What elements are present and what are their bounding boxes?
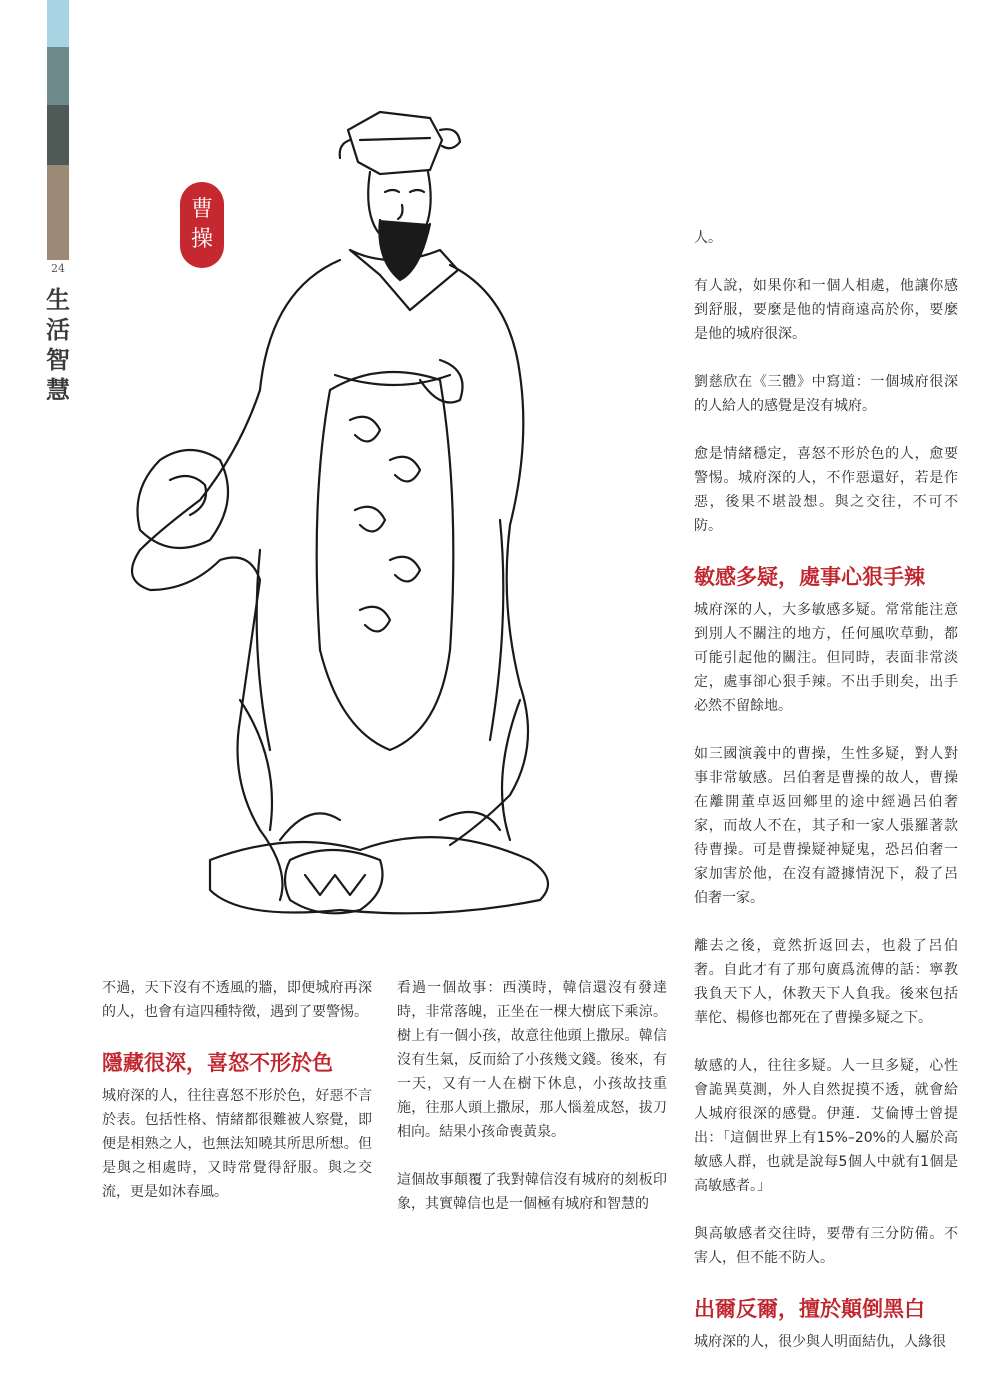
paragraph: 城府深的人，大多敏感多疑。常常能注意到別人不關注的地方，任何風吹草動，都可能引起他的關注。但同時，表面非常淡定，處事卻心狠手辣。不出手則矣，出手必然不留餘地。 [694,602,958,714]
text-column-2 [397,976,667,1240]
paragraph: 與高敏感者交往時，要帶有三分防備。不害人，但不能不防人。 [694,1226,958,1266]
band-teal [47,47,69,105]
page-number: 24 [51,262,65,275]
paragraph: 愈是情緒穩定，喜怒不形於色的人，愈要警惕。城府深的人，不作惡還好，若是作惡，後果不堪設想。與之交往，不可不防。 [694,446,958,534]
band-dark [47,105,69,165]
paragraph: 不過，天下沒有不透風的牆，即便城府再深的人，也會有這四種特徵，遇到了要警惕。 [102,980,372,1020]
paragraph: 人。 [694,230,722,246]
text-column-1 [102,976,372,1228]
band-brown [47,165,69,260]
paragraph: 劉慈欣在《三體》中寫道：一個城府很深的人給人的感覺是沒有城府。 [694,374,958,414]
subheading: 敏感多疑，處事心狠手辣 [694,564,925,589]
band-light-blue [47,0,69,47]
subheading: 隱藏很深，喜怒不形於色 [102,1050,333,1075]
subheading: 出爾反爾，擅於顛倒黑白 [694,1296,925,1321]
paragraph: 有人說，如果你和一個人相處，他讓你感到舒服，要麼是他的情商遠高於你，要麼是他的城府很深。 [694,278,958,342]
paragraph: 這個故事顛覆了我對韓信沒有城府的刻板印象，其實韓信也是一個極有城府和智慧的 [397,1172,667,1212]
paragraph: 離去之後，竟然折返回去，也殺了呂伯奢。自此才有了那句廣爲流傳的話：寧教我負天下人，休教天下人負我。後來包括華佗、楊修也都死在了曹操多疑之下。 [694,938,958,1026]
paragraph: 看過一個故事：西漢時，韓信還沒有發達時，非常落魄，正坐在一棵大樹底下乘涼。樹上有一個小孩，故意往他頭上撒尿。韓信沒有生氣，反而給了小孩幾文錢。後來，有一天，又有一人在樹下休息，小孩故技重施，往那人頭上撒尿，那人惱羞成怒，拔刀相向。結果小孩命喪黃泉。 [397,980,667,1140]
paragraph: 城府深的人，往往喜怒不形於色，好惡不言於表。包括性格、情緒都很難被人察覺，即便是相熟之人，也無法知曉其所思所想。但是與之相處時，又時常覺得舒服。與之交流，更是如沐春風。 [102,1088,372,1200]
paragraph: 敏感的人，往往多疑。人一旦多疑，心性會詭異莫測，外人自然捉摸不透，就會給人城府很深的感覺。伊蓮．艾倫博士曾提出：「這個世界上有15%–20%的人屬於高敏感人群，也就是說每5個人中就有1個是高敏感者。」 [694,1058,958,1194]
text-column-3 [694,226,958,1378]
sidebar-color-bands [47,0,69,260]
paragraph: 城府深的人，很少與人明面結仇，人緣很 [694,1334,946,1350]
cao-cao-figure-drawing [80,100,600,930]
paragraph: 如三國演義中的曹操，生性多疑，對人對事非常敏感。呂伯奢是曹操的故人，曹操在離開董卓返回鄉里的途中經過呂伯奢家，而故人不在，其子和一家人張羅著款待曹操。可是曹操疑神疑鬼，恐呂伯奢一家加害於他，在沒有證據情況下，殺了呂伯奢一家。 [694,746,958,906]
seal-char-top: 曹 [190,197,213,222]
seal-char-bottom: 操 [190,227,213,252]
section-title: 生活智慧 [46,285,70,404]
